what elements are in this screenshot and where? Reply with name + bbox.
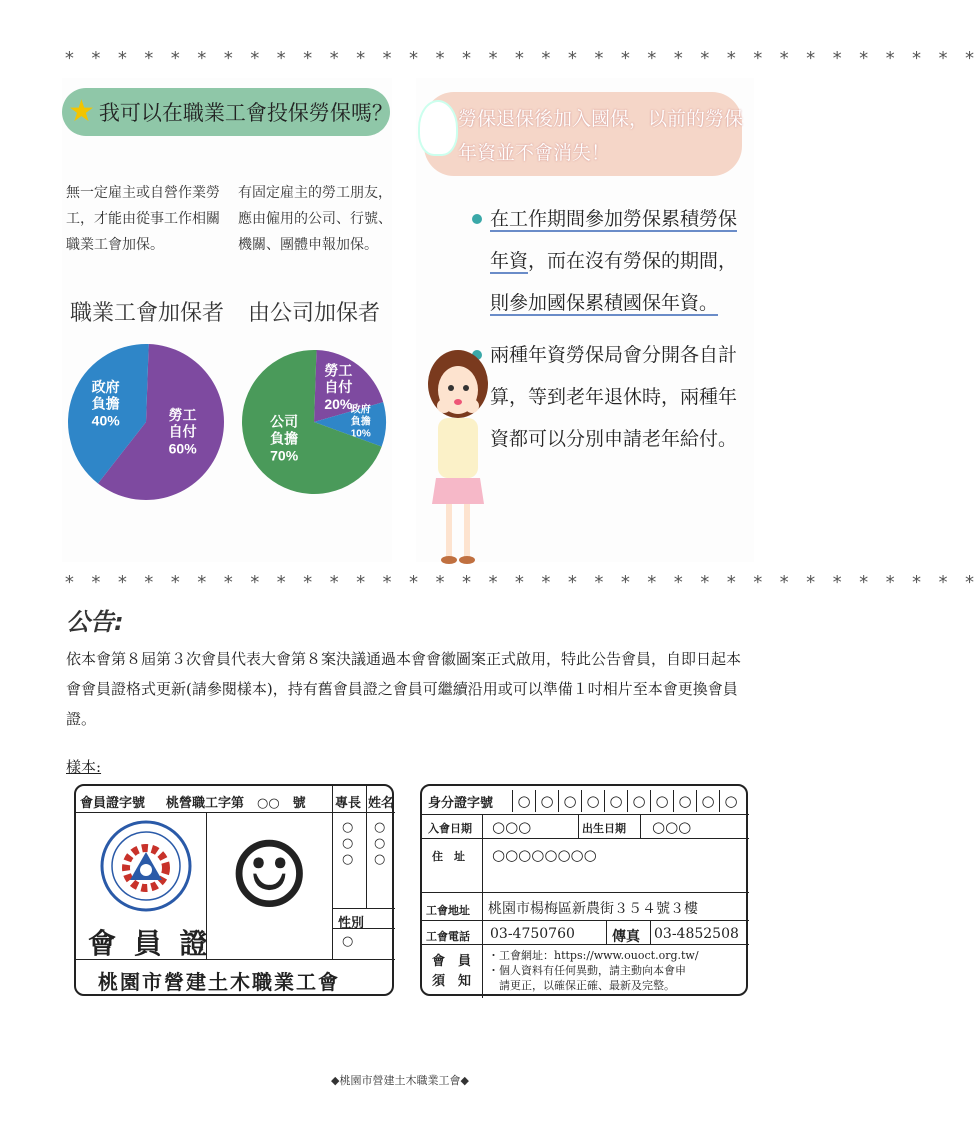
divider — [650, 920, 651, 944]
pie-slice-label: 70% — [270, 447, 299, 464]
national-id-box: ○ — [650, 790, 673, 812]
divider — [421, 944, 749, 945]
card-title: 會 員 證 — [88, 927, 212, 960]
divider — [332, 908, 395, 909]
pie-slice-label: 40% — [91, 412, 120, 429]
star-divider-middle: * * * * * * * * * * * * * * * * * * * * * * * * * * * * * * * * * * * — [64, 572, 977, 593]
union-phone-value: 03-4750760 — [490, 926, 575, 942]
pie-slice-label: 政府 — [350, 404, 371, 416]
union-name: 桃園市營建土木職業工會 — [98, 970, 340, 994]
national-id-box: ○ — [696, 790, 719, 812]
pie-slice-label: 負擔 — [91, 395, 120, 412]
photo-placeholder-smiley-icon: ☺ — [228, 822, 311, 929]
star-icon: ★ — [68, 94, 95, 129]
national-id-label: 身分證字號 — [428, 796, 494, 811]
divider — [421, 892, 749, 893]
divider — [421, 920, 749, 921]
gender-label: 性別 — [338, 916, 365, 931]
birth-date-label: 出生日期 — [582, 822, 626, 835]
pie-slice-label: 20% — [324, 395, 353, 412]
bullet-text: 則參加國保累積國保年資。 — [490, 292, 719, 314]
name-circle: ○ — [374, 852, 386, 867]
address-value: ○○○○○○○○ — [492, 846, 597, 864]
national-id-box: ○ — [558, 790, 581, 812]
pie-slice-label: 60% — [168, 440, 197, 457]
bullet-text: 年資 — [490, 250, 529, 272]
pie-slice-label: 政府 — [91, 378, 120, 395]
national-id-box: ○ — [535, 790, 558, 812]
divider — [578, 814, 579, 838]
national-id-box: ○ — [512, 790, 535, 812]
panel-title-banner — [62, 88, 393, 136]
join-date-value: ○○○ — [492, 818, 532, 836]
notice-line: 請更正，以確保正確、最新及完整。 — [488, 979, 675, 992]
address-label: 住 址 — [432, 850, 465, 863]
pie-slice-label: 負擔 — [270, 430, 299, 447]
card-id-label: 會員證字號 — [80, 796, 146, 811]
bullet-item — [490, 334, 740, 460]
divider — [482, 814, 483, 998]
name-circle: ○ — [374, 836, 386, 851]
fax-value: 03-4852508 — [654, 926, 739, 942]
fax-label: 傳真 — [612, 929, 640, 945]
bullet-dot-icon — [472, 214, 482, 224]
woman-illustration — [416, 344, 500, 574]
national-id-box: ○ — [581, 790, 604, 812]
national-pension-info-panel — [416, 78, 754, 562]
pie-title-union: 職業工會加保者 — [70, 301, 225, 326]
panel-title-line1: 勞保退保後加入國保，以前的勞保 — [458, 108, 744, 130]
divider — [332, 785, 333, 959]
bullet-item — [490, 198, 740, 324]
pie-slice-label: 負擔 — [350, 416, 371, 428]
pie-slice-label: 公司 — [270, 413, 299, 430]
footer: ◆桃園市營建土木職業工會◆ — [331, 1074, 469, 1087]
divider — [606, 920, 607, 944]
bullet-text: 兩種年資勞保局會分開各自計算，等到老年退休時，兩種年資都可以分別申請老年給付。 — [490, 344, 738, 450]
pie-slice-label: 勞工 — [168, 406, 197, 423]
divider — [366, 785, 367, 909]
panel-title-line2: 年資並不會消失！ — [458, 142, 611, 164]
union-emblem-logo — [98, 818, 194, 914]
divider — [421, 838, 749, 839]
divider — [75, 959, 395, 960]
pie-slice-label: 自付 — [324, 379, 353, 396]
specialty-circle: ○ — [342, 820, 354, 835]
notice-line: ・工會網址：https://www.ouoct.org.tw/ — [488, 949, 699, 962]
card-id-value: 桃營職工字第 ○○ 號 — [166, 796, 306, 811]
join-date-label: 入會日期 — [428, 822, 472, 835]
mascot-icon — [418, 100, 458, 156]
labor-insurance-info-panel — [62, 78, 392, 562]
union-address-label: 工會地址 — [426, 904, 470, 917]
panel-title-banner — [424, 92, 742, 176]
member-card-front — [74, 784, 394, 996]
notice-label: 會 員 — [432, 954, 472, 969]
note-union-insured: 無一定雇主或自營作業勞工，才能由從事工作相關職業工會加保。 — [66, 185, 220, 253]
announcement-body: 依本會第８屆第３次會員代表大會第８案決議通過本會會徽圖案正式啟用，特此公告會員，自即日起本會會員證格式更新(請參閱樣本)，持有舊會員證之會員可繼續沿用或可以準備１吋相片至本會更換會員證。 — [66, 650, 742, 728]
pie-title-company: 由公司加保者 — [248, 301, 381, 326]
divider — [332, 928, 395, 929]
specialty-circle: ○ — [342, 836, 354, 851]
union-address-value: 桃園市楊梅區新農街３５４號３樓 — [488, 901, 698, 917]
divider — [640, 814, 641, 838]
national-id-box: ○ — [673, 790, 696, 812]
pie-slice-label: 自付 — [168, 423, 197, 440]
name-label: 姓名 — [368, 796, 395, 811]
pie-slice-label: 10% — [350, 428, 371, 440]
name-circle: ○ — [374, 820, 386, 835]
specialty-circle: ○ — [342, 852, 354, 867]
national-id-box: ○ — [719, 790, 742, 812]
bullet-text: ，而在沒有勞保的期間， — [528, 250, 738, 272]
union-phone-label: 工會電話 — [426, 930, 470, 943]
pie-chart-union — [64, 340, 228, 504]
sample-label: 樣本: — [66, 758, 102, 776]
gender-circle: ○ — [342, 934, 354, 949]
national-id-box: ○ — [604, 790, 627, 812]
star-divider-top: * * * * * * * * * * * * * * * * * * * * * * * * * * * * * * * * * * * — [64, 48, 977, 69]
note-company-insured: 有固定雇主的勞工朋友，應由僱用的公司、行號、機關、團體申報加保。 — [238, 185, 392, 253]
bullet-text: 在工作期間參加勞保累積勞保 — [490, 208, 738, 230]
divider — [421, 814, 749, 815]
pie-slice-label: 勞工 — [324, 362, 353, 379]
member-card-back — [420, 784, 748, 996]
birth-date-value: ○○○ — [652, 818, 692, 836]
announcement-heading: 公告: — [66, 608, 124, 636]
national-id-box: ○ — [627, 790, 650, 812]
notice-label: 須 知 — [432, 974, 472, 989]
pie-chart-company — [238, 340, 388, 504]
notice-line: ・個人資料有任何異動，請主動向本會申 — [488, 964, 686, 977]
panel-title: 我可以在職業工會投保勞保嗎？ — [98, 101, 393, 125]
specialty-label: 專長 — [335, 796, 362, 811]
